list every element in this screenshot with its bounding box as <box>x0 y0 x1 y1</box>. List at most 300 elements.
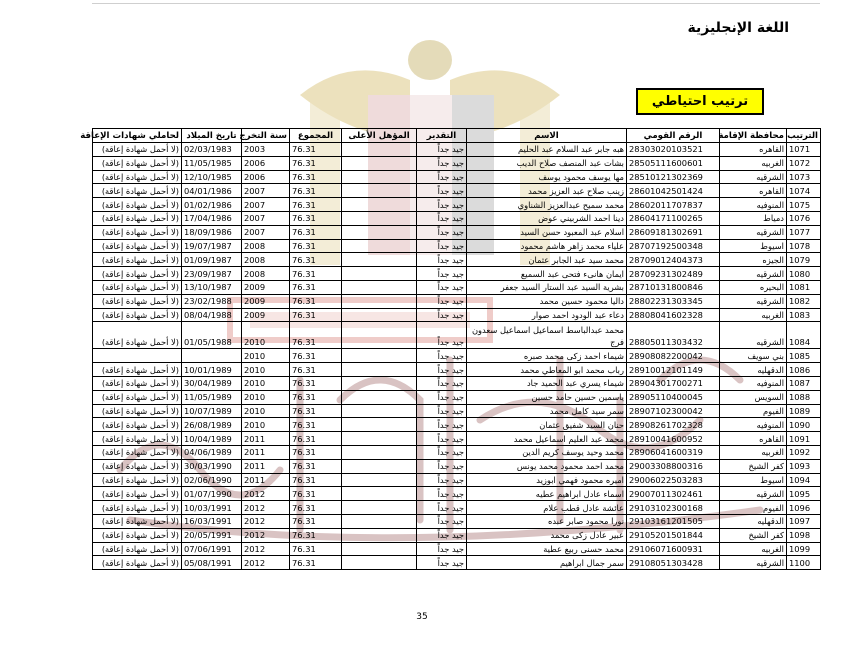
graduation-year-cell: 2012 <box>242 487 290 501</box>
grade-cell: جيد جداً <box>417 211 467 225</box>
total-cell: 76.31 <box>290 542 342 556</box>
graduation-year-cell: 2003 <box>242 143 290 157</box>
table-row <box>93 363 821 377</box>
birth-date-cell: 11/05/1989 <box>182 390 242 404</box>
graduation-year-cell: 2006 <box>242 170 290 184</box>
graduation-year-cell: 2007 <box>242 211 290 225</box>
graduation-year-cell: 2011 <box>242 432 290 446</box>
disability-cell: (لا أحمل شهادة إعاقة) <box>93 445 182 459</box>
national-id-cell: 28303020103521 <box>627 143 720 157</box>
higher-qualification-cell <box>342 239 417 253</box>
rank-cell: 1080 <box>787 267 821 281</box>
rank-cell: 1087 <box>787 376 821 390</box>
governorate-cell: المنوفيه <box>720 198 787 212</box>
disability-cell: (لا أحمل شهادة إعاقة) <box>93 156 182 170</box>
governorate-cell: الشرقيه <box>720 170 787 184</box>
column-header: المؤهل الأعلى <box>342 129 417 143</box>
graduation-year-cell: 2008 <box>242 267 290 281</box>
name-cell: زينب صلاح عبد العزيز محمد <box>467 184 627 198</box>
birth-date-cell: 05/08/1991 <box>182 556 242 570</box>
higher-qualification-cell <box>342 211 417 225</box>
national-id-cell: 28602011707837 <box>627 198 720 212</box>
governorate-cell: اسيوط <box>720 473 787 487</box>
birth-date-cell: 10/03/1991 <box>182 501 242 515</box>
table-row <box>93 322 821 349</box>
table-row <box>93 376 821 390</box>
table-row <box>93 198 821 212</box>
grade-cell: جيد جداً <box>417 170 467 184</box>
total-cell: 76.31 <box>290 390 342 404</box>
graduation-year-cell: 2008 <box>242 253 290 267</box>
column-header: الاسم <box>467 129 627 143</box>
table-row <box>93 542 821 556</box>
graduation-year-cell: 2007 <box>242 225 290 239</box>
grade-cell: جيد جداً <box>417 390 467 404</box>
table-row <box>93 528 821 542</box>
grade-cell: جيد جداً <box>417 542 467 556</box>
governorate-cell: كفر الشيخ <box>720 528 787 542</box>
graduation-year-cell: 2011 <box>242 473 290 487</box>
governorate-cell: الشرقيه <box>720 267 787 281</box>
column-header: تاريخ الميلاد <box>182 129 242 143</box>
rank-cell: 1090 <box>787 418 821 432</box>
national-id-cell: 28905110400045 <box>627 390 720 404</box>
governorate-cell: الغربيه <box>720 542 787 556</box>
national-id-cell: 28908082200042 <box>627 349 720 363</box>
total-cell: 76.31 <box>290 528 342 542</box>
name-cell: عائشة عادل قطب علام <box>467 501 627 515</box>
national-id-cell: 28604171100265 <box>627 211 720 225</box>
governorate-cell: الشرقيه <box>720 322 787 349</box>
graduation-year-cell: 2012 <box>242 501 290 515</box>
section-title: اللغة الإنجليزية <box>687 20 789 36</box>
table-row <box>93 459 821 473</box>
page-number: 35 <box>416 612 428 622</box>
higher-qualification-cell <box>342 390 417 404</box>
total-cell: 76.31 <box>290 267 342 281</box>
table-row <box>93 514 821 528</box>
grade-cell: جيد جداً <box>417 253 467 267</box>
national-id-cell: 28904301700271 <box>627 376 720 390</box>
higher-qualification-cell <box>342 404 417 418</box>
birth-date-cell: 10/04/1989 <box>182 432 242 446</box>
table-row <box>93 390 821 404</box>
governorate-cell: الشرقيه <box>720 556 787 570</box>
national-id-cell: 28505111600601 <box>627 156 720 170</box>
higher-qualification-cell <box>342 432 417 446</box>
grade-cell: جيد جداً <box>417 487 467 501</box>
table-row <box>93 239 821 253</box>
higher-qualification-cell <box>342 143 417 157</box>
birth-date-cell: 10/07/1989 <box>182 404 242 418</box>
graduation-year-cell: 2009 <box>242 308 290 322</box>
table-row <box>93 170 821 184</box>
total-cell: 76.31 <box>290 211 342 225</box>
grade-cell: جيد جداً <box>417 556 467 570</box>
name-cell: بشات عبد المنصف صلاح الديب <box>467 156 627 170</box>
column-header: التقدير <box>417 129 467 143</box>
name-cell: اسماء عادل ابراهيم عطيه <box>467 487 627 501</box>
national-id-cell: 28709231302489 <box>627 267 720 281</box>
national-id-cell: 28907102300042 <box>627 404 720 418</box>
national-id-cell: 28609181302691 <box>627 225 720 239</box>
governorate-cell: السويس <box>720 390 787 404</box>
rank-cell: 1091 <box>787 432 821 446</box>
name-cell: اسلام عبد المعبود حسن السيد <box>467 225 627 239</box>
birth-date-cell: 19/07/1987 <box>182 239 242 253</box>
top-rule <box>92 3 820 4</box>
national-id-cell: 28908261702328 <box>627 418 720 432</box>
total-cell: 76.31 <box>290 376 342 390</box>
total-cell: 76.31 <box>290 294 342 308</box>
total-cell: 76.31 <box>290 143 342 157</box>
total-cell: 76.31 <box>290 432 342 446</box>
name-cell: نورا محمود صابر عبده <box>467 514 627 528</box>
table-row <box>93 294 821 308</box>
national-id-cell: 29003308800316 <box>627 459 720 473</box>
grade-cell: جيد جداً <box>417 376 467 390</box>
data-table <box>80 128 821 570</box>
total-cell: 76.31 <box>290 308 342 322</box>
governorate-cell: المنوفيه <box>720 376 787 390</box>
disability-cell: (لا أحمل شهادة إعاقة) <box>93 501 182 515</box>
birth-date-cell: 26/08/1989 <box>182 418 242 432</box>
grade-cell: جيد جداً <box>417 267 467 281</box>
higher-qualification-cell <box>342 170 417 184</box>
governorate-cell: اسيوط <box>720 239 787 253</box>
table-row <box>93 184 821 198</box>
birth-date-cell: 10/01/1989 <box>182 363 242 377</box>
birth-date-cell: 13/10/1987 <box>182 280 242 294</box>
national-id-cell: 28802231303345 <box>627 294 720 308</box>
rank-cell: 1073 <box>787 170 821 184</box>
graduation-year-cell: 2010 <box>242 322 290 349</box>
graduation-year-cell: 2012 <box>242 542 290 556</box>
birth-date-cell: 01/05/1988 <box>182 322 242 349</box>
rank-cell: 1074 <box>787 184 821 198</box>
name-cell: مها يوسف محمود يوسف <box>467 170 627 184</box>
national-id-cell: 28910012101149 <box>627 363 720 377</box>
higher-qualification-cell <box>342 156 417 170</box>
grade-cell: جيد جداً <box>417 404 467 418</box>
name-cell: رباب محمد ابو المعاطي محمد <box>467 363 627 377</box>
table-row <box>93 445 821 459</box>
grade-cell: جيد جداً <box>417 514 467 528</box>
disability-cell: (لا أحمل شهادة إعاقة) <box>93 280 182 294</box>
higher-qualification-cell <box>342 267 417 281</box>
name-cell: محمد سيد عبد الجابر عثمان <box>467 253 627 267</box>
graduation-year-cell: 2008 <box>242 239 290 253</box>
graduation-year-cell: 2010 <box>242 349 290 363</box>
birth-date-cell: 11/05/1985 <box>182 156 242 170</box>
grade-cell: جيد جداً <box>417 239 467 253</box>
column-header: سنة التخرج <box>242 129 290 143</box>
birth-date-cell: 17/04/1986 <box>182 211 242 225</box>
table-row <box>93 225 821 239</box>
name-cell: ياسمين حسين حامد حسين <box>467 390 627 404</box>
national-id-cell: 29105201501844 <box>627 528 720 542</box>
table-row <box>93 280 821 294</box>
governorate-cell: الشرقيه <box>720 487 787 501</box>
governorate-cell: الغربيه <box>720 308 787 322</box>
grade-cell: جيد جداً <box>417 473 467 487</box>
rank-cell: 1092 <box>787 445 821 459</box>
grade-cell: جيد جداً <box>417 445 467 459</box>
grade-cell: جيد جداً <box>417 459 467 473</box>
name-cell: داليا محمود حسين محمد <box>467 294 627 308</box>
total-cell: 76.31 <box>290 253 342 267</box>
higher-qualification-cell <box>342 253 417 267</box>
total-cell: 76.31 <box>290 280 342 294</box>
table-row <box>93 473 821 487</box>
governorate-cell: الشرقيه <box>720 225 787 239</box>
grade-cell: جيد جداً <box>417 432 467 446</box>
governorate-cell: القاهره <box>720 143 787 157</box>
name-cell: عبير عادل زكى محمد <box>467 528 627 542</box>
governorate-cell: الدقهليه <box>720 363 787 377</box>
rank-cell: 1086 <box>787 363 821 377</box>
table-body <box>93 143 821 570</box>
birth-date-cell: 01/07/1990 <box>182 487 242 501</box>
higher-qualification-cell <box>342 473 417 487</box>
disability-cell: (لا أحمل شهادة إعاقة) <box>93 294 182 308</box>
governorate-cell: دمياط <box>720 211 787 225</box>
national-id-cell: 28510121302369 <box>627 170 720 184</box>
higher-qualification-cell <box>342 184 417 198</box>
national-id-cell: 28601042501424 <box>627 184 720 198</box>
disability-cell: (لا أحمل شهادة إعاقة) <box>93 473 182 487</box>
national-id-cell: 29106071600931 <box>627 542 720 556</box>
higher-qualification-cell <box>342 280 417 294</box>
disability-cell: (لا أحمل شهادة إعاقة) <box>93 376 182 390</box>
governorate-cell: بني سويف <box>720 349 787 363</box>
disability-cell: (لا أحمل شهادة إعاقة) <box>93 308 182 322</box>
rank-cell: 1081 <box>787 280 821 294</box>
birth-date-cell: 23/09/1987 <box>182 267 242 281</box>
birth-date-cell: 02/06/1990 <box>182 473 242 487</box>
disability-cell: (لا أحمل شهادة إعاقة) <box>93 363 182 377</box>
disability-cell: (لا أحمل شهادة إعاقة) <box>93 390 182 404</box>
total-cell: 76.31 <box>290 501 342 515</box>
birth-date-cell: 04/06/1989 <box>182 445 242 459</box>
birth-date-cell: 12/10/1985 <box>182 170 242 184</box>
grade-cell: جيد جداً <box>417 198 467 212</box>
rank-cell: 1076 <box>787 211 821 225</box>
name-cell: محمد سميح عبدالعزيز الشناوي <box>467 198 627 212</box>
national-id-cell: 29103102300168 <box>627 501 720 515</box>
governorate-cell: القاهره <box>720 432 787 446</box>
rank-cell: 1097 <box>787 514 821 528</box>
table-row <box>93 143 821 157</box>
governorate-cell: المنوفيه <box>720 418 787 432</box>
name-cell: سمر جمال ابراهيم <box>467 556 627 570</box>
rank-cell: 1084 <box>787 322 821 349</box>
table-row <box>93 308 821 322</box>
national-id-cell: 28808041602328 <box>627 308 720 322</box>
subtitle-box: ترتيب احتياطي <box>636 88 764 115</box>
graduation-year-cell: 2010 <box>242 390 290 404</box>
name-cell: محمد وحيد يوسف كريم الدين <box>467 445 627 459</box>
grade-cell: جيد جداً <box>417 308 467 322</box>
birth-date-cell: 04/01/1986 <box>182 184 242 198</box>
disability-cell: (لا أحمل شهادة إعاقة) <box>93 198 182 212</box>
total-cell: 76.31 <box>290 404 342 418</box>
rank-cell: 1100 <box>787 556 821 570</box>
table-row <box>93 432 821 446</box>
table-row <box>93 253 821 267</box>
rank-cell: 1072 <box>787 156 821 170</box>
disability-cell: (لا أحمل شهادة إعاقة) <box>93 184 182 198</box>
governorate-cell: الفيوم <box>720 501 787 515</box>
column-header: الترتيب <box>787 129 821 143</box>
total-cell: 76.31 <box>290 363 342 377</box>
national-id-cell: 28910041600952 <box>627 432 720 446</box>
higher-qualification-cell <box>342 501 417 515</box>
higher-qualification-cell <box>342 418 417 432</box>
higher-qualification-cell <box>342 322 417 349</box>
birth-date-cell: 08/04/1988 <box>182 308 242 322</box>
national-id-cell: 28906041600319 <box>627 445 720 459</box>
table-row <box>93 404 821 418</box>
name-cell: دينا احمد الشربيني عوض <box>467 211 627 225</box>
disability-cell: (لا أحمل شهادة إعاقة) <box>93 432 182 446</box>
national-id-cell: 28707192500348 <box>627 239 720 253</box>
graduation-year-cell: 2007 <box>242 184 290 198</box>
graduation-year-cell: 2010 <box>242 363 290 377</box>
rank-cell: 1095 <box>787 487 821 501</box>
rank-cell: 1075 <box>787 198 821 212</box>
graduation-year-cell: 2010 <box>242 376 290 390</box>
total-cell: 76.31 <box>290 556 342 570</box>
table-row <box>93 556 821 570</box>
higher-qualification-cell <box>342 294 417 308</box>
column-header: الرقم القومي <box>627 129 720 143</box>
disability-cell: (لا أحمل شهادة إعاقة) <box>93 322 182 349</box>
grade-cell: جيد جداً <box>417 184 467 198</box>
national-id-cell: 29103161201505 <box>627 514 720 528</box>
graduation-year-cell: 2006 <box>242 156 290 170</box>
disability-cell: (لا أحمل شهادة إعاقة) <box>93 267 182 281</box>
rank-cell: 1083 <box>787 308 821 322</box>
grade-cell: جيد جداً <box>417 528 467 542</box>
name-cell: سمر سيد كامل محمد <box>467 404 627 418</box>
governorate-cell: الدقهليه <box>720 514 787 528</box>
column-header: محافظة الإقامة <box>720 129 787 143</box>
disability-cell: (لا أحمل شهادة إعاقة) <box>93 225 182 239</box>
governorate-cell: الشرقيه <box>720 294 787 308</box>
higher-qualification-cell <box>342 445 417 459</box>
table-row <box>93 418 821 432</box>
grade-cell: جيد جداً <box>417 322 467 349</box>
birth-date-cell: 23/02/1988 <box>182 294 242 308</box>
name-cell: ايمان هانىء فتحى عبد السميع <box>467 267 627 281</box>
rank-cell: 1078 <box>787 239 821 253</box>
governorate-cell: البحيره <box>720 280 787 294</box>
rank-cell: 1079 <box>787 253 821 267</box>
national-id-cell: 28710131800846 <box>627 280 720 294</box>
grade-cell: جيد جداً <box>417 363 467 377</box>
graduation-year-cell: 2009 <box>242 280 290 294</box>
higher-qualification-cell <box>342 542 417 556</box>
total-cell: 76.31 <box>290 487 342 501</box>
name-cell: حنان السيد شفيق عثمان <box>467 418 627 432</box>
disability-cell: (لا أحمل شهادة إعاقة) <box>93 404 182 418</box>
total-cell: 76.31 <box>290 473 342 487</box>
national-id-cell: 29108051303428 <box>627 556 720 570</box>
total-cell: 76.31 <box>290 322 342 349</box>
governorate-cell: القاهره <box>720 184 787 198</box>
graduation-year-cell: 2011 <box>242 445 290 459</box>
disability-cell: (لا أحمل شهادة إعاقة) <box>93 418 182 432</box>
governorate-cell: الغربيه <box>720 156 787 170</box>
disability-cell: (لا أحمل شهادة إعاقة) <box>93 143 182 157</box>
higher-qualification-cell <box>342 198 417 212</box>
higher-qualification-cell <box>342 459 417 473</box>
higher-qualification-cell <box>342 528 417 542</box>
disability-cell: (لا أحمل شهادة إعاقة) <box>93 556 182 570</box>
graduation-year-cell: 2010 <box>242 404 290 418</box>
rank-cell: 1085 <box>787 349 821 363</box>
disability-cell: (لا أحمل شهادة إعاقة) <box>93 487 182 501</box>
rank-cell: 1099 <box>787 542 821 556</box>
table-row <box>93 211 821 225</box>
total-cell: 76.31 <box>290 170 342 184</box>
name-cell: اميره محمود فهمي ابوزيد <box>467 473 627 487</box>
grade-cell: جيد جداً <box>417 418 467 432</box>
grade-cell: جيد جداً <box>417 143 467 157</box>
graduation-year-cell: 2010 <box>242 418 290 432</box>
rank-cell: 1071 <box>787 143 821 157</box>
total-cell: 76.31 <box>290 239 342 253</box>
total-cell: 76.31 <box>290 445 342 459</box>
total-cell: 76.31 <box>290 184 342 198</box>
name-cell: علياء محمد زاهر هاشم محمود <box>467 239 627 253</box>
disability-cell: (لا أحمل شهادة إعاقة) <box>93 514 182 528</box>
national-id-cell: 28805011303432 <box>627 322 720 349</box>
governorate-cell: الغربيه <box>720 445 787 459</box>
rank-cell: 1082 <box>787 294 821 308</box>
higher-qualification-cell <box>342 225 417 239</box>
total-cell: 76.31 <box>290 459 342 473</box>
name-cell: محمد عبد العليم اسماعيل محمد <box>467 432 627 446</box>
total-cell: 76.31 <box>290 198 342 212</box>
total-cell: 76.31 <box>290 418 342 432</box>
column-header: لحاملي شهادات الإعاقة <box>93 129 182 143</box>
graduation-year-cell: 2011 <box>242 459 290 473</box>
rank-cell: 1093 <box>787 459 821 473</box>
table-row <box>93 156 821 170</box>
higher-qualification-cell <box>342 349 417 363</box>
grade-cell: جيد جداً <box>417 294 467 308</box>
national-id-cell: 28709012404373 <box>627 253 720 267</box>
higher-qualification-cell <box>342 376 417 390</box>
disability-cell: (لا أحمل شهادة إعاقة) <box>93 459 182 473</box>
graduation-year-cell: 2012 <box>242 556 290 570</box>
name-cell: محمد حسنى ربيع عطية <box>467 542 627 556</box>
name-cell: شيماء يسري عبد الحميد جاد <box>467 376 627 390</box>
total-cell: 76.31 <box>290 156 342 170</box>
graduation-year-cell: 2009 <box>242 294 290 308</box>
graduation-year-cell: 2012 <box>242 514 290 528</box>
higher-qualification-cell <box>342 514 417 528</box>
governorate-cell: الفيوم <box>720 404 787 418</box>
governorate-cell: الجيزه <box>720 253 787 267</box>
rank-cell: 1077 <box>787 225 821 239</box>
column-header: المجموع <box>290 129 342 143</box>
table-row <box>93 501 821 515</box>
total-cell: 76.31 <box>290 349 342 363</box>
name-cell: هبه جابر عبد السلام عبد الحليم <box>467 143 627 157</box>
